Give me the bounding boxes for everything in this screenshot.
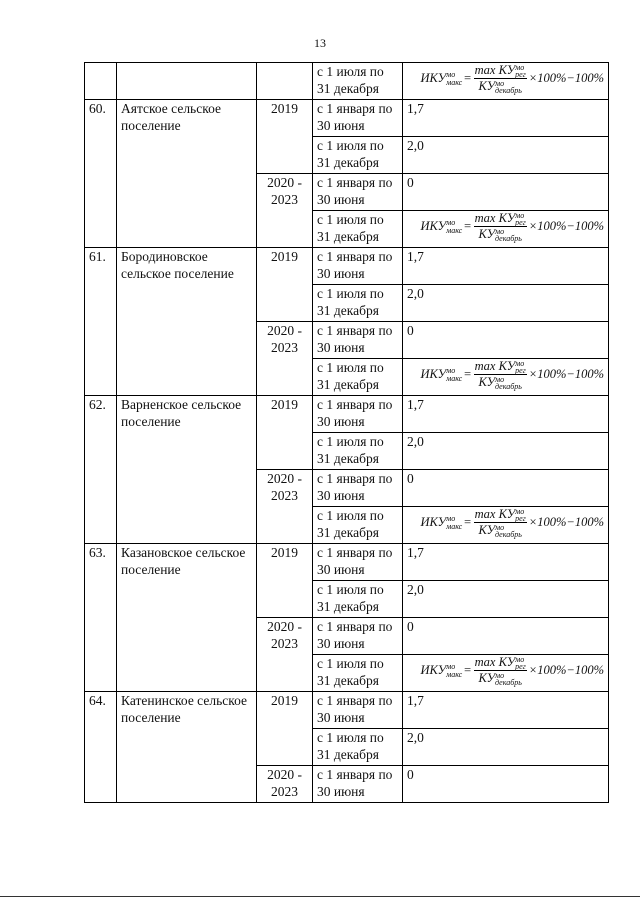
period-cell: с 1 июля по 31 декабря [313,729,403,766]
period-cell: с 1 января по 30 июня [313,766,403,803]
row-number-cell: 64. [85,692,117,803]
row-number-cell: 63. [85,544,117,692]
settlement-name-cell: Бородиновское сельское поселение [117,248,257,396]
value-cell: 2,0 [403,729,609,766]
table-row [85,63,609,100]
page-bottom-rule [0,896,640,897]
year-cell: 2019 [257,692,313,766]
settlement-name-cell: Аятское сельское поселение [117,100,257,248]
period-cell: с 1 июля по 31 декабря [313,507,403,544]
row-number-cell: 62. [85,396,117,544]
index-formula: ИКУ мо макс = max КУ мо рег КУ мо декабрь ×100%−100% [420,63,604,96]
value-cell: 1,7 [403,692,609,729]
year-cell: 2020 - 2023 [257,322,313,396]
period-cell: с 1 июля по 31 декабря [313,137,403,174]
period-cell: с 1 июля по 31 декабря [313,433,403,470]
value-cell: 2,0 [403,581,609,618]
value-cell: 1,7 [403,396,609,433]
formula-fraction: max КУ мо рег КУ мо декабрь [474,211,526,244]
formula-cell [403,63,609,100]
index-formula: ИКУ мо макс = max КУ мо рег КУ мо декабрь ×100%−100% [420,359,604,392]
page-number: 13 [314,36,326,50]
table-row [85,396,609,433]
tariff-table [84,62,609,803]
table-row [85,692,609,729]
period-cell: с 1 января по 30 июня [313,322,403,359]
period-cell: с 1 января по 30 июня [313,618,403,655]
value-cell: 0 [403,322,609,359]
row-number-cell: 61. [85,248,117,396]
table-row [85,248,609,285]
period-cell: с 1 июля по 31 декабря [313,359,403,396]
year-cell: 2020 - 2023 [257,470,313,544]
settlement-name-cell: Катенинское сельское поселение [117,692,257,803]
row-number-cell [85,63,117,100]
settlement-name-cell: Варненское сельское поселение [117,396,257,544]
value-cell: 0 [403,470,609,507]
value-cell: 1,7 [403,544,609,581]
period-cell: с 1 июля по 31 декабря [313,581,403,618]
table-row [85,544,609,581]
value-cell: 1,7 [403,248,609,285]
value-cell: 0 [403,174,609,211]
period-cell: с 1 января по 30 июня [313,396,403,433]
period-cell: с 1 июля по 31 декабря [313,63,403,100]
settlement-name-cell [117,63,257,100]
period-cell: с 1 января по 30 июня [313,100,403,137]
formula-fraction: max КУ мо рег КУ мо декабрь [474,655,526,688]
index-formula: ИКУ мо макс = max КУ мо рег КУ мо декабрь ×100%−100% [420,211,604,244]
formula-fraction: max КУ мо рег КУ мо декабрь [474,63,526,96]
value-cell: 2,0 [403,433,609,470]
year-cell: 2020 - 2023 [257,766,313,803]
value-cell: 0 [403,766,609,803]
year-cell: 2019 [257,396,313,470]
settlement-name-cell: Казановское сельское поселение [117,544,257,692]
period-cell: с 1 июля по 31 декабря [313,655,403,692]
period-cell: с 1 января по 30 июня [313,248,403,285]
period-cell: с 1 января по 30 июня [313,174,403,211]
value-cell: 1,7 [403,100,609,137]
year-cell: 2019 [257,248,313,322]
table-row [85,100,609,137]
period-cell: с 1 января по 30 июня [313,692,403,729]
period-cell: с 1 июля по 31 декабря [313,285,403,322]
formula-cell [403,655,609,692]
value-cell: 2,0 [403,285,609,322]
formula-fraction: max КУ мо рег КУ мо декабрь [474,507,526,540]
period-cell: с 1 июля по 31 декабря [313,211,403,248]
index-formula: ИКУ мо макс = max КУ мо рег КУ мо декабрь ×100%−100% [420,507,604,540]
formula-cell [403,211,609,248]
year-cell [257,63,313,100]
period-cell: с 1 января по 30 июня [313,544,403,581]
period-cell: с 1 января по 30 июня [313,470,403,507]
year-cell: 2019 [257,544,313,618]
formula-cell [403,359,609,396]
year-cell: 2019 [257,100,313,174]
index-formula: ИКУ мо макс = max КУ мо рег КУ мо декабрь ×100%−100% [420,655,604,688]
value-cell: 2,0 [403,137,609,174]
formula-cell [403,507,609,544]
formula-fraction: max КУ мо рег КУ мо декабрь [474,359,526,392]
row-number-cell: 60. [85,100,117,248]
year-cell: 2020 - 2023 [257,618,313,692]
year-cell: 2020 - 2023 [257,174,313,248]
value-cell: 0 [403,618,609,655]
